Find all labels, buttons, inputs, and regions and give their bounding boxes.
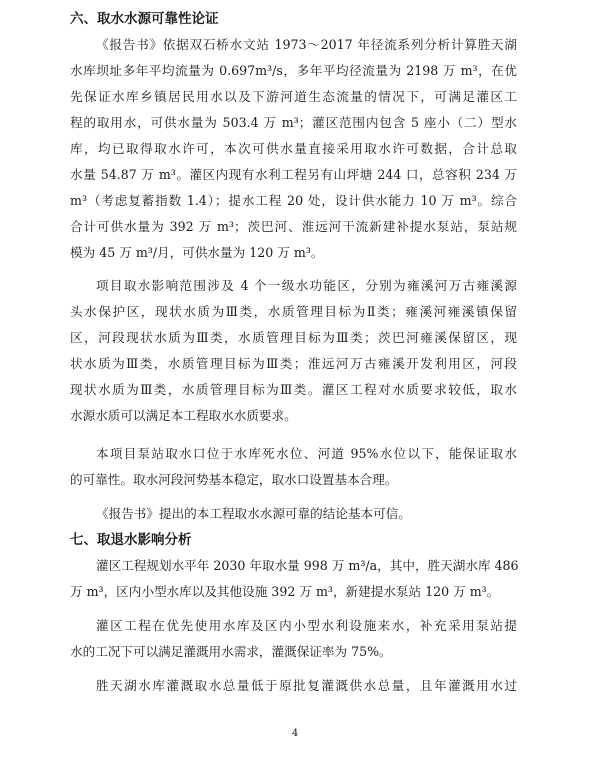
paragraph-line: 程的取用水，可供水量为 503.4 万 m³；灌区范围内包含 5 座小（二）型水 bbox=[70, 115, 517, 130]
section-heading-6: 六、取水水源可靠性论证 bbox=[70, 11, 219, 27]
paragraph-line: 《报告书》提出的本工程取水水源可靠的结论基本可信。 bbox=[96, 506, 411, 521]
paragraph-line: 库，均已取得取水许可，本次可供水量直接采用取水许可数据，合计总取 bbox=[70, 141, 517, 156]
paragraph-line: 区，河段现状水质为Ⅲ类，水质管理目标为Ⅲ类；茨巴河雍溪保留区，现 bbox=[70, 330, 517, 345]
paragraph-line: 胜天湖水库灌溉取水总量低于原批复灌溉供水总量，且年灌溉用水过 bbox=[96, 678, 517, 693]
paragraph-line: 水的工况下可以满足灌溉用水需求，灌溉保证率为 75%。 bbox=[70, 644, 392, 659]
paragraph-line: 灌区工程规划水平年 2030 年取水量 998 万 m³/a，其中，胜天湖水库 486 bbox=[96, 558, 519, 573]
paragraph-line: 本项目泵站取水口位于水库死水位、河道 95%水位以下，能保证取水 bbox=[96, 446, 517, 461]
paragraph-line: 合计可供水量为 392 万 m³；茨巴河、淮远河干流新建补提水泵站，泵站规 bbox=[70, 219, 517, 234]
paragraph-line: 项目取水影响范围涉及 4 个一级水功能区，分别为雍溪河万古雍溪源 bbox=[96, 278, 517, 293]
paragraph-line: 的可靠性。取水河段河势基本稳定，取水口设置基本合理。 bbox=[70, 472, 398, 487]
paragraph-line: 先保证水库乡镇居民用水以及下游河道生态流量的情况下，可满足灌区工 bbox=[70, 89, 517, 104]
paragraph-line: 《报告书》依据双石桥水文站 1973～2017 年径流系列分析计算胜天湖 bbox=[96, 37, 517, 52]
section-heading-7: 七、取退水影响分析 bbox=[70, 532, 192, 548]
paragraph-line: 头水保护区，现状水质为Ⅲ类，水质管理目标为Ⅱ类；雍溪河雍溪镇保留 bbox=[70, 304, 517, 319]
paragraph-line: 万 m³，区内小型水库以及其他设施 392 万 m³，新建提水泵站 120 万 m³。 bbox=[70, 584, 500, 599]
paragraph-line: 水库坝址多年平均流量为 0.697m³/s，多年平均径流量为 2198 万 m³，在优 bbox=[70, 63, 517, 78]
page-number: 4 bbox=[291, 728, 299, 739]
paragraph-line: 状水质为Ⅲ类，水质管理目标为Ⅲ类；淮远河万古雍溪开发利用区，河段 bbox=[70, 356, 517, 371]
paragraph-line: m³（考虑复蓄指数 1.4）；提水工程 20 处，设计供水能力 10 万 m³。综合 bbox=[70, 193, 517, 208]
paragraph-line: 模为 45 万 m³/月，可供水量为 120 万 m³。 bbox=[70, 245, 324, 260]
paragraph-line: 现状水质为Ⅲ类，水质管理目标为Ⅲ类。灌区工程对水质要求较低，取水 bbox=[70, 382, 517, 397]
paragraph-line: 灌区工程在优先使用水库及区内小型水利设施来水，补充采用泵站提 bbox=[96, 618, 517, 633]
paragraph-line: 水源水质可以满足本工程取水水质要求。 bbox=[70, 408, 297, 423]
paragraph-line: 水量 54.87 万 m³。灌区内现有水利工程另有山坪塘 244 口，总容积 234 万 bbox=[70, 167, 517, 182]
